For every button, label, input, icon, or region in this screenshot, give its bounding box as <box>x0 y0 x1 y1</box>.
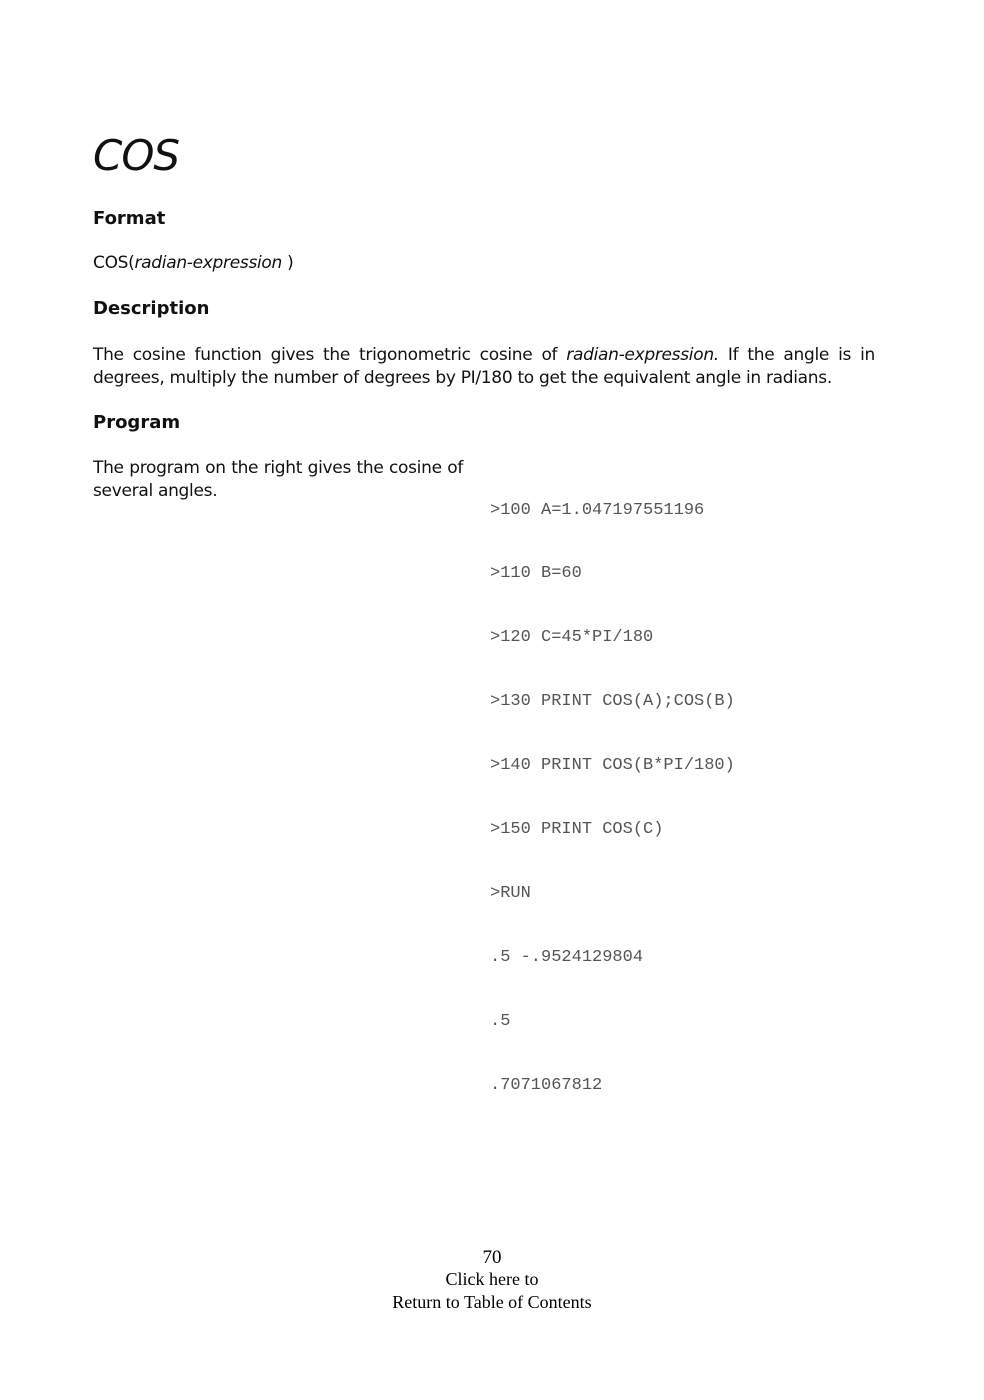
syntax-prefix: COS( <box>93 253 135 273</box>
description-text-italic: radian-expression. <box>566 345 719 365</box>
description-text-before: The cosine function gives the trigonometric cosine of <box>93 345 567 365</box>
program-heading: Program <box>93 412 181 433</box>
toc-link-line1[interactable]: Click here to <box>445 1269 539 1289</box>
code-output-line: .5 -.9524129804 <box>490 947 644 967</box>
description-heading: Description <box>93 298 210 319</box>
code-listing <box>490 457 735 1117</box>
page-number: 70 <box>482 1247 502 1268</box>
syntax-suffix: ) <box>282 253 294 273</box>
code-line: >130 PRINT COS(A);COS(B) <box>490 692 735 712</box>
code-line: >110 B=60 <box>490 564 582 584</box>
syntax-argument: radian-expression <box>134 253 283 273</box>
code-line: >120 C=45*PI/180 <box>490 628 654 648</box>
format-syntax <box>93 252 293 275</box>
page-title: COS <box>93 131 180 180</box>
code-output-line: .5 <box>490 1011 511 1031</box>
description-paragraph <box>93 344 875 390</box>
code-output-line: .7071067812 <box>490 1075 603 1095</box>
code-line: >RUN <box>490 883 531 903</box>
toc-link-line2[interactable]: Return to Table of Contents <box>392 1292 592 1312</box>
code-line: >100 A=1.047197551196 <box>490 500 705 520</box>
code-line: >140 PRINT COS(B*PI/180) <box>490 756 735 776</box>
program-paragraph: The program on the right gives the cosine of several angles. <box>93 458 463 501</box>
format-heading: Format <box>93 208 166 229</box>
code-line: >150 PRINT COS(C) <box>490 820 664 840</box>
description-text-after: If the angle is in degrees, multiply the number of degrees by PI/180 to get the equivalent angle in radians. <box>93 345 875 388</box>
